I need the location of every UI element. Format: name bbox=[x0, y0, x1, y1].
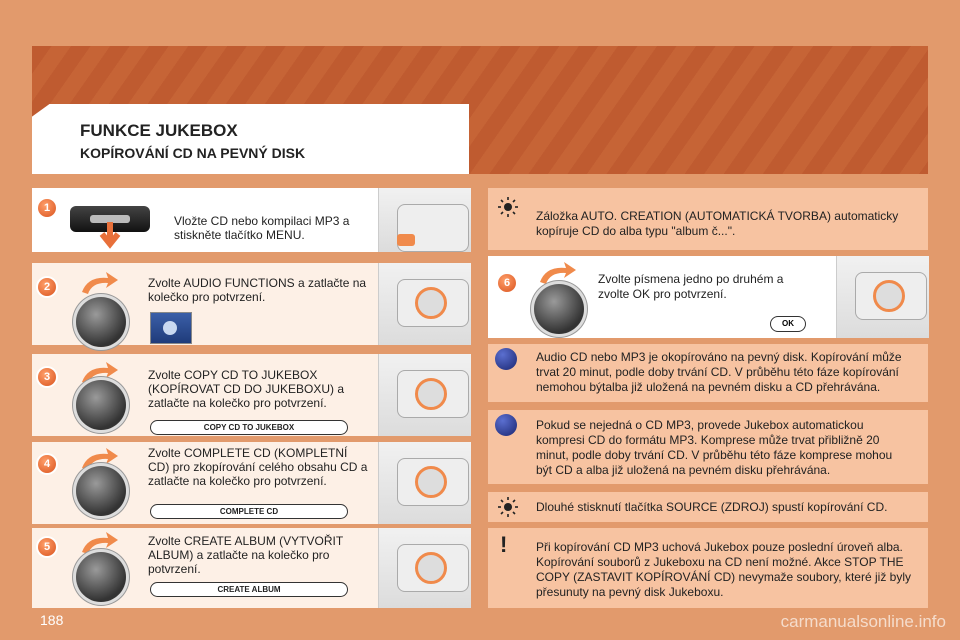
step-5-text: Zvolte CREATE ALBUM (VYTVOŘIT ALBUM) a zatlačte na kolečko pro potvrzení. bbox=[148, 534, 343, 576]
watermark: carmanualsonline.info bbox=[780, 612, 946, 631]
step-4-text: Zvolte COMPLETE CD (KOMPLETNÍ CD) pro zkopírování celého obsahu CD a zatlačte na kolečko pro potvrzení. bbox=[148, 446, 368, 488]
device-image-3 bbox=[378, 354, 471, 436]
device-image-4 bbox=[378, 442, 471, 524]
page-subtitle: KOPÍROVÁNÍ CD NA PEVNÝ DISK bbox=[80, 145, 306, 161]
step-2-text: Zvolte AUDIO FUNCTIONS a zatlačte na kolečko pro potvrzení. bbox=[148, 276, 367, 304]
ok-button[interactable]: OK bbox=[770, 316, 806, 332]
rotary-knob-icon bbox=[76, 380, 126, 430]
step-3-number: 3 bbox=[38, 368, 56, 386]
exclamation-warning-icon: ! bbox=[500, 532, 508, 557]
step-2-number: 2 bbox=[38, 278, 56, 296]
rotary-knob-icon bbox=[76, 297, 126, 347]
step-5-number: 5 bbox=[38, 538, 56, 556]
create-album-button[interactable]: CREATE ALBUM bbox=[150, 582, 348, 597]
rotate-arrow-icon bbox=[536, 262, 576, 286]
info-bullet-icon bbox=[495, 348, 517, 370]
step-1-number: 1 bbox=[38, 199, 56, 217]
step-4-number: 4 bbox=[38, 455, 56, 473]
device-image-1 bbox=[378, 188, 471, 252]
info-text-2: Pokud se nejedná o CD MP3, provede Jukebox automatickou kompresi CD do formátu MP3. Komprese může trvat přibližně 20 minut, podle doby trvání CD. V průběhu této fáze komprese mohou být CD a alba již uložená na pevném disku přehrávána. bbox=[536, 418, 893, 477]
insert-arrow-icon bbox=[95, 222, 125, 252]
audio-functions-icon bbox=[150, 312, 192, 344]
rotate-arrow-icon bbox=[78, 272, 118, 296]
step-6-number: 6 bbox=[498, 274, 516, 292]
complete-cd-button[interactable]: COMPLETE CD bbox=[150, 504, 348, 519]
device-image-6 bbox=[836, 256, 929, 338]
device-image-5 bbox=[378, 528, 471, 608]
device-image-2 bbox=[378, 263, 471, 345]
info-text-1: Audio CD nebo MP3 je okopírováno na pevný disk. Kopírování může trvat 20 minut, podle doby trvání CD. V průběhu této fáze kopírování nemohou býtalba již uložená na pevném disku a CD přehrávána. bbox=[536, 350, 902, 394]
rotary-knob-icon bbox=[76, 552, 126, 602]
rotary-knob-icon bbox=[76, 466, 126, 516]
copy-cd-to-jukebox-button[interactable]: COPY CD TO JUKEBOX bbox=[150, 420, 348, 435]
warning-text: Při kopírování CD MP3 uchová Jukebox pouze poslední úroveň alba. Kopírování souborů z Jukeboxu na CD není možné. Akce STOP THE COPY (ZASTAVIT KOPÍROVÁNÍ CD) nevymaže soubory, které již byly přesunuty na pevný disk Jukeboxu. bbox=[536, 540, 911, 599]
step-1-text: Vložte CD nebo kompilaci MP3 a stiskněte tlačítko MENU. bbox=[174, 214, 350, 242]
sun-tip-icon bbox=[497, 496, 519, 518]
tip-text-1: Záložka AUTO. CREATION (AUTOMATICKÁ TVORBA) automaticky kopíruje CD do alba typu "album č...". bbox=[536, 209, 899, 238]
step-6-text: Zvolte písmena jedno po druhém a zvolte OK pro potvrzení. bbox=[598, 272, 784, 301]
sun-tip-icon bbox=[497, 196, 519, 218]
step-3-text: Zvolte COPY CD TO JUKEBOX (KOPÍROVAT CD DO JUKEBOXU) a zatlačte na kolečko pro potvrzení. bbox=[148, 368, 345, 410]
tip-text-2: Dlouhé stisknutí tlačítka SOURCE (ZDROJ) spustí kopírování CD. bbox=[536, 500, 888, 514]
page-title: FUNKCE JUKEBOX bbox=[80, 121, 238, 140]
page-number: 188 bbox=[40, 612, 64, 628]
info-bullet-icon bbox=[495, 414, 517, 436]
rotary-knob-icon bbox=[534, 284, 584, 334]
